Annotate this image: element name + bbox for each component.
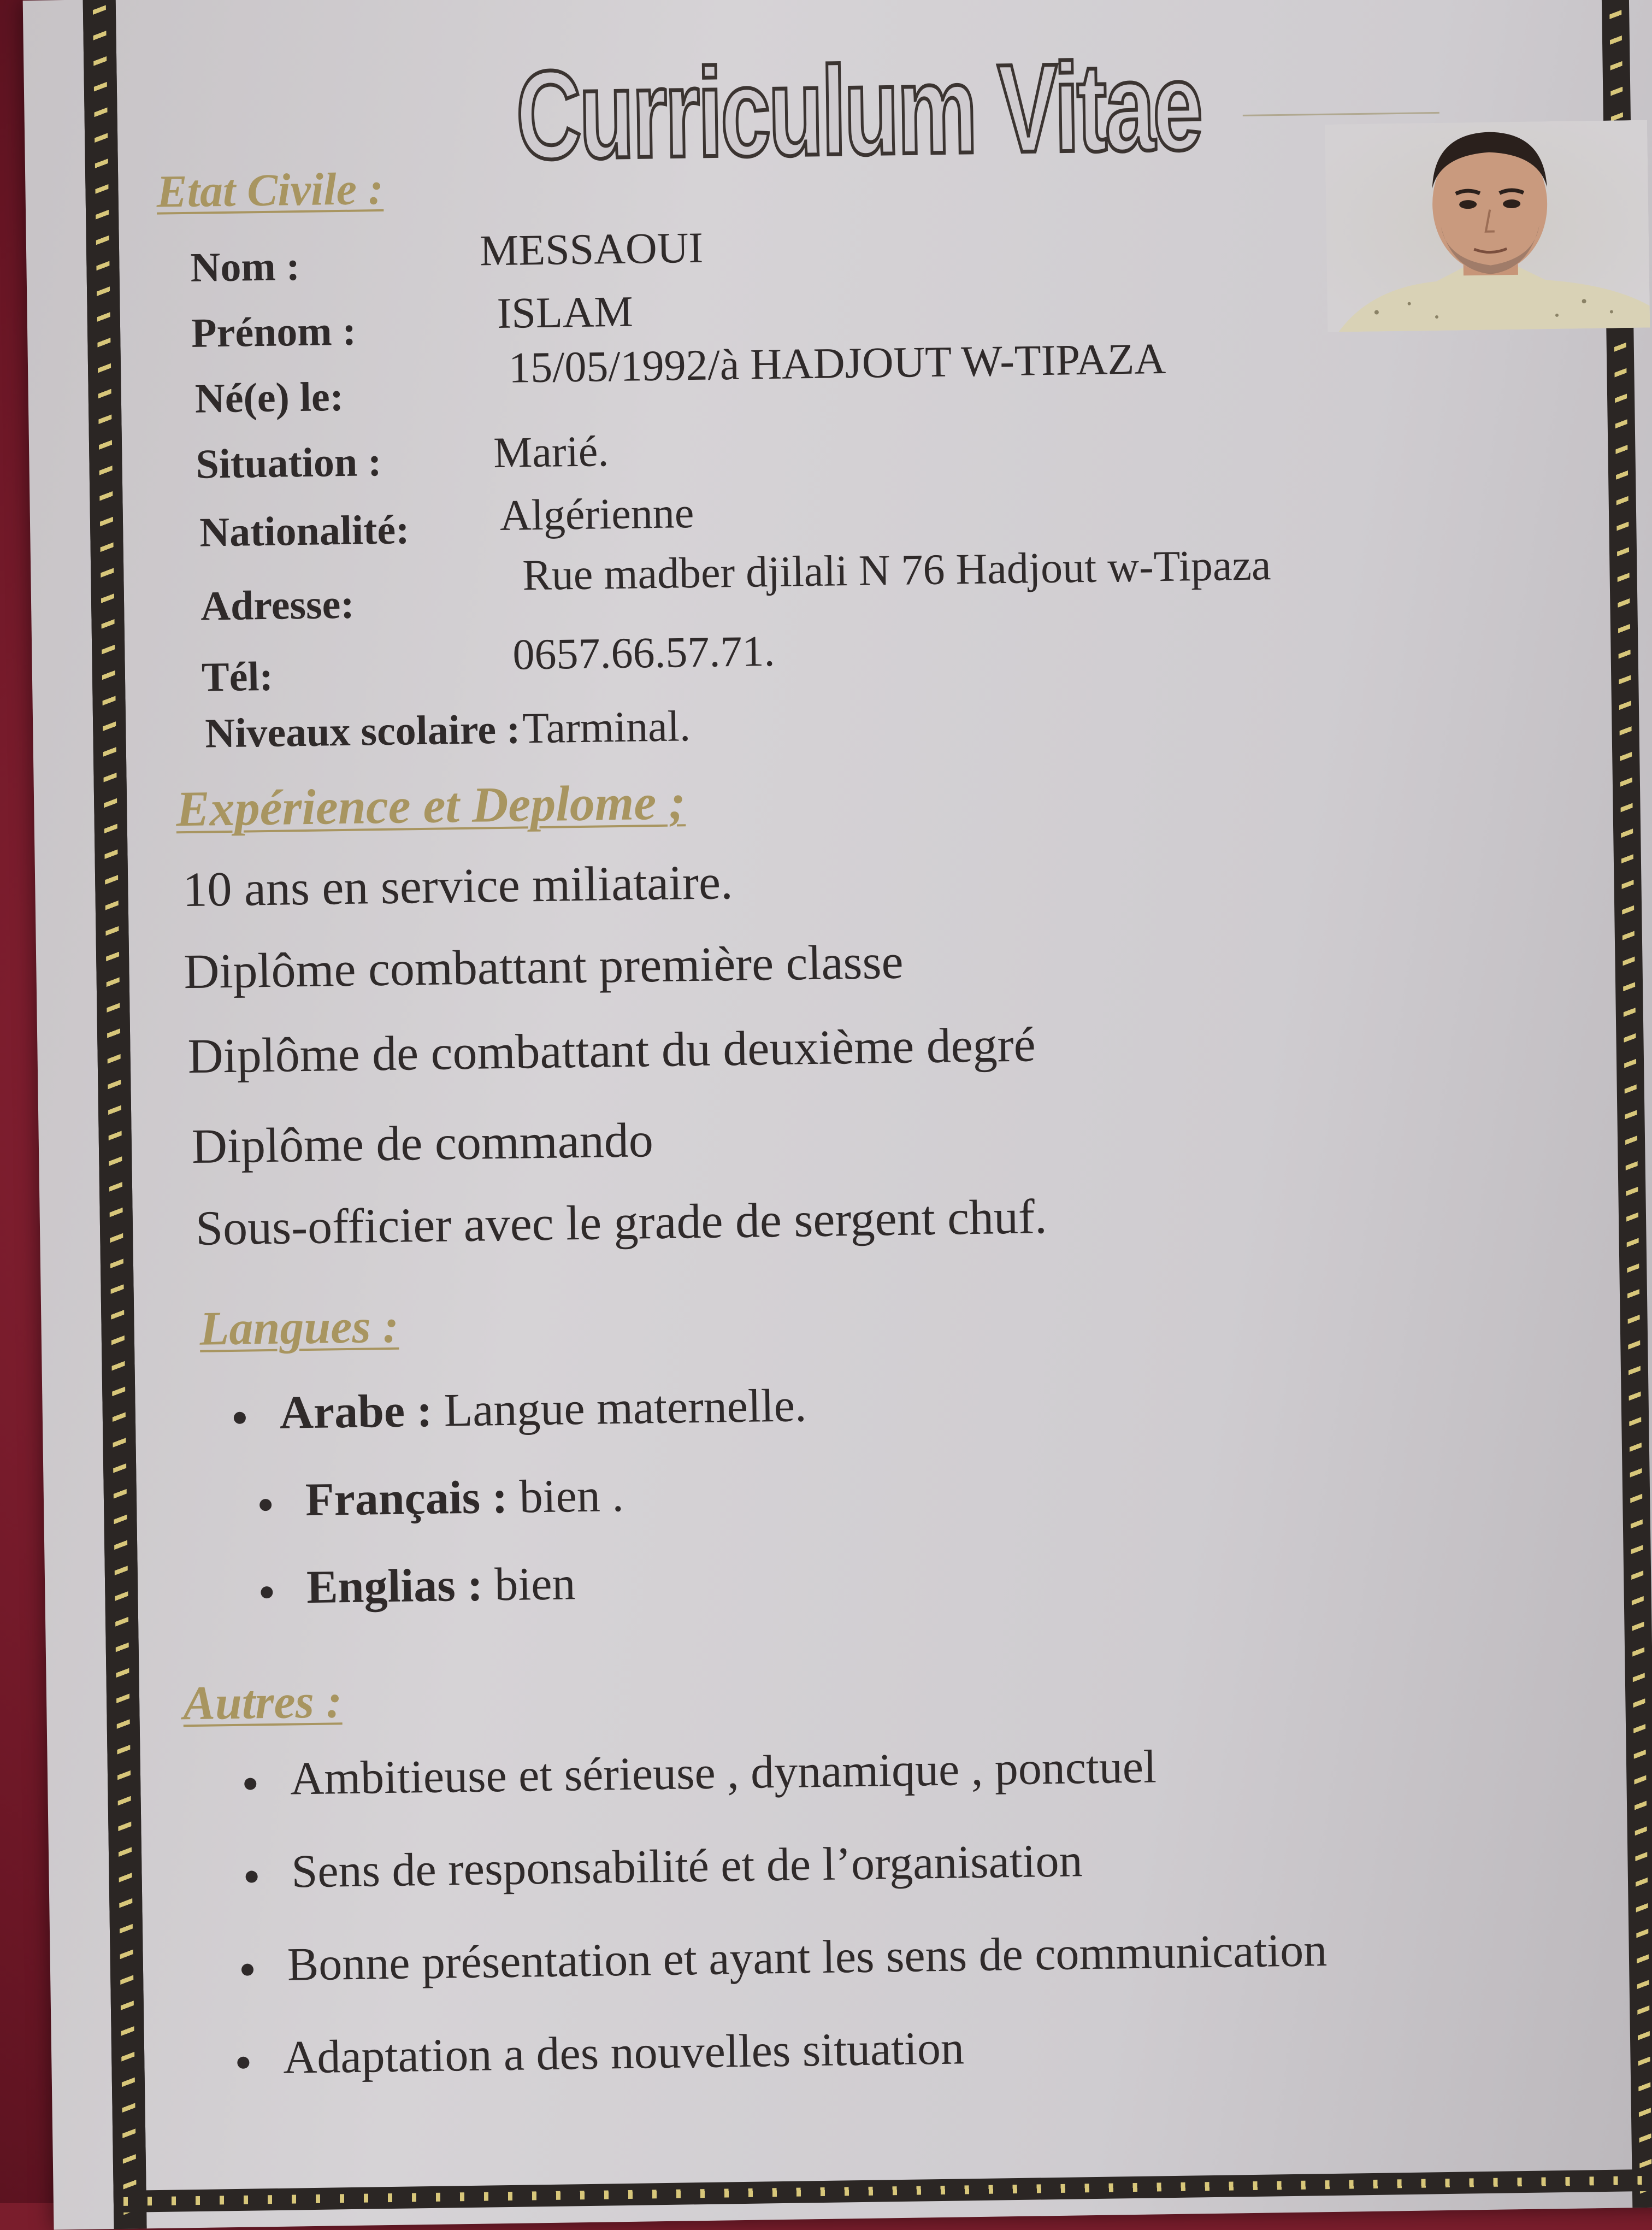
nationalite-value: Algérienne — [499, 489, 694, 540]
experience-item: 10 ans en service miliataire. — [182, 855, 734, 917]
bullet-icon — [237, 2057, 249, 2069]
section-heading-langues: Langues : — [199, 1299, 399, 1356]
autres-item — [244, 1739, 1157, 1806]
portrait-photo-icon — [1325, 120, 1650, 332]
prenom-label: Prénom : — [191, 308, 357, 356]
date-naissance-label: Né(e) le: — [194, 373, 344, 422]
bullet-icon — [244, 1778, 256, 1790]
bullet-icon — [234, 1412, 246, 1424]
language-level: bien — [494, 1557, 576, 1611]
portrait-photo — [1325, 120, 1650, 332]
prenom-value: ISLAM — [497, 287, 634, 338]
niveau-scolaire-row — [205, 702, 691, 758]
bullet-icon — [261, 1586, 273, 1598]
bullet-icon — [241, 1964, 253, 1976]
bullet-icon — [259, 1499, 272, 1511]
title-underline-decoration — [1243, 112, 1439, 116]
experience-item: Diplôme de combattant du deuxième degré — [187, 1017, 1036, 1084]
decorative-border-right — [1601, 0, 1652, 2208]
telephone-value: 0657.66.57.71. — [512, 627, 776, 679]
language-level: Langue maternelle. — [444, 1379, 807, 1437]
experience-item: Sous-officier avec le grade de sergent chuf. — [195, 1190, 1048, 1256]
decorative-border-left — [83, 0, 147, 2229]
experience-item: Diplôme combattant première classe — [183, 934, 904, 999]
language-item — [261, 1556, 576, 1615]
section-heading-autres: Autres : — [182, 1675, 343, 1731]
niveau-scolaire-value: Tarminal. — [522, 702, 691, 753]
nom-label: Nom : — [190, 243, 300, 291]
autres-item-text: Bonne présentation et ayant les sens de communication — [287, 1923, 1328, 1991]
situation-label: Situation : — [195, 438, 382, 487]
experience-item: Diplôme de commando — [191, 1113, 654, 1174]
autres-item — [237, 2020, 965, 2085]
language-name: Français : — [305, 1470, 508, 1526]
date-naissance-value: 15/05/1992/à HADJOUT W-TIPAZA — [508, 334, 1166, 392]
autres-item-text: Ambitieuse et sérieuse , dynamique , ponctuel — [290, 1740, 1157, 1805]
language-name: Englias : — [306, 1558, 483, 1614]
nationalite-label: Nationalité: — [199, 507, 410, 556]
section-heading-experience: Expérience et Deplome ; — [175, 774, 686, 837]
telephone-label: Tél: — [201, 653, 274, 701]
adresse-value: Rue madber djilali N 76 Hadjout w-Tipaza — [522, 541, 1272, 600]
nom-value: MESSAOUI — [479, 223, 704, 275]
document-title: Curriculum Vitae — [515, 36, 1202, 186]
autres-item-text: Sens de responsabilité et de l’organisation — [291, 1834, 1083, 1898]
niveau-scolaire-label: Niveaux scolaire : — [204, 706, 521, 757]
section-heading-etat-civil: Etat Civile : — [156, 163, 384, 217]
language-level: bien . — [519, 1468, 624, 1523]
cv-paper-sheet — [23, 0, 1652, 2230]
adresse-label: Adresse: — [200, 581, 355, 629]
language-name: Arabe : — [279, 1384, 433, 1439]
language-item — [233, 1378, 807, 1440]
autres-item — [245, 1833, 1083, 1899]
situation-value: Marié. — [493, 427, 609, 478]
autres-item — [241, 1922, 1328, 1992]
language-item — [259, 1468, 624, 1527]
bullet-icon — [245, 1871, 257, 1883]
decorative-border-bottom — [114, 2169, 1652, 2213]
autres-item-text: Adaptation a des nouvelles situation — [282, 2021, 965, 2084]
